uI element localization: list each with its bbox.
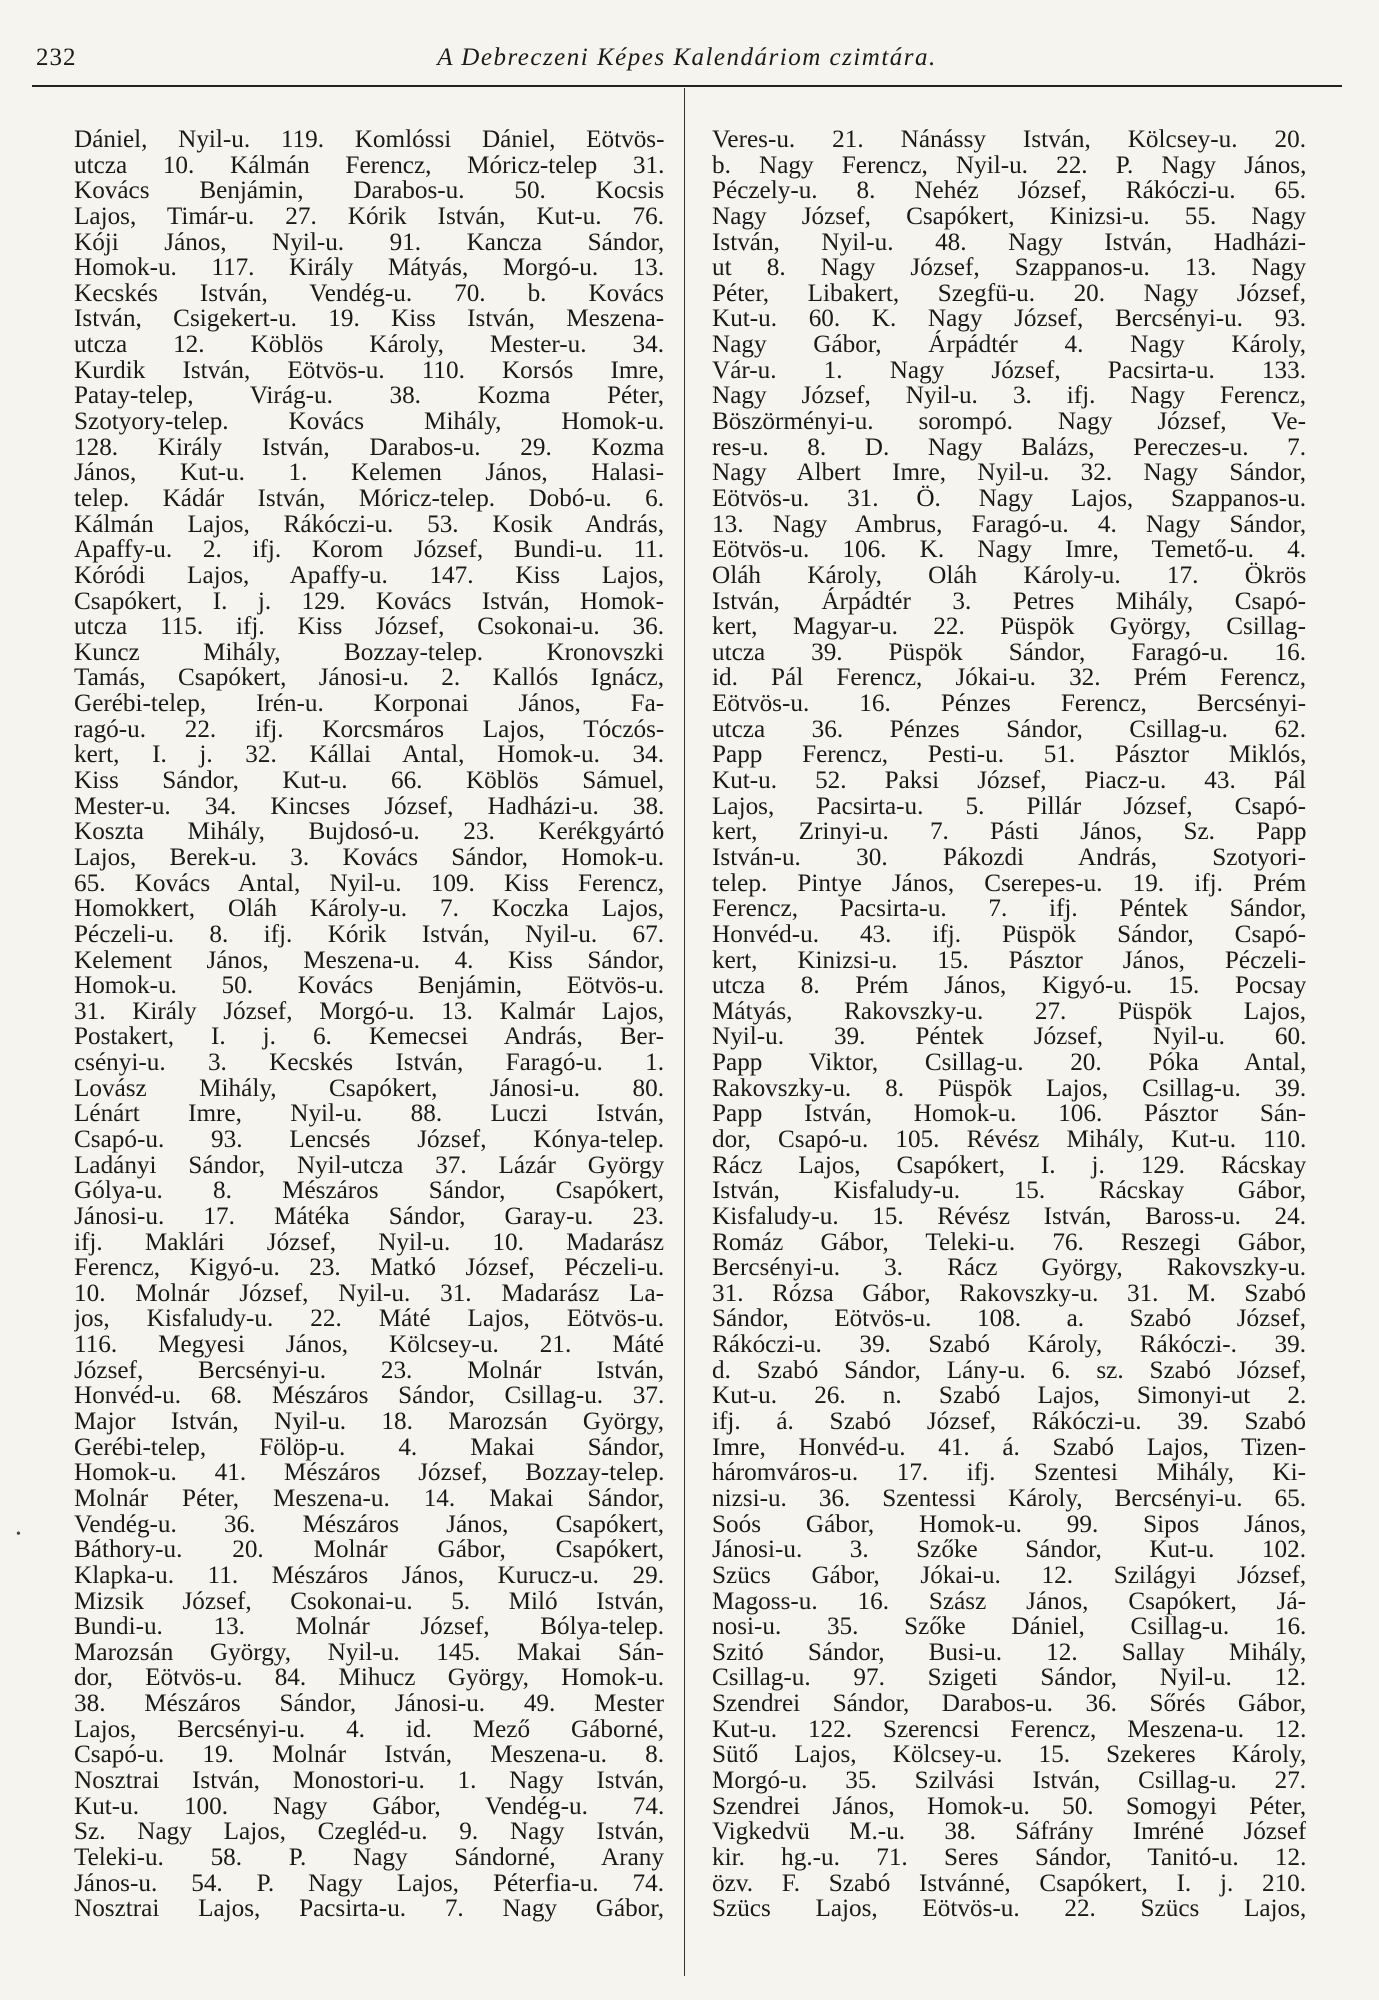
text-line: ifj. Maklári József, Nyil-u. 10. Madarász <box>74 1228 664 1256</box>
text-line: Papp István, Homok-u. 106. Pásztor Sán- <box>712 1100 1306 1128</box>
text-line: utcza 36. Pénzes Sándor, Csillag-u. 62. <box>712 715 1306 743</box>
text-line: Homok-u. 41. Mészáros József, Bozzay-telep. <box>74 1459 664 1487</box>
text-line: id. Pál Ferencz, Jókai-u. 32. Prém Ferencz, <box>712 664 1306 692</box>
text-line: Vendég-u. 36. Mészáros János, Csapókert, <box>74 1510 664 1538</box>
text-line: Kut-u. 26. n. Szabó Lajos, Simonyi-ut 2. <box>712 1382 1306 1410</box>
text-line: Lajos, Berek-u. 3. Kovács Sándor, Homok-u. <box>74 843 664 871</box>
text-line: Jánosi-u. 17. Mátéka Sándor, Garay-u. 23. <box>74 1202 664 1230</box>
text-line: Báthory-u. 20. Molnár Gábor, Csapókert, <box>74 1536 664 1564</box>
text-line: kert, Zrinyi-u. 7. Pásti János, Sz. Papp <box>712 818 1306 846</box>
text-line: Mátyás, Rakovszky-u. 27. Püspök Lajos, <box>712 997 1306 1025</box>
text-line: Bercsényi-u. 3. Rácz György, Rakovszky-u. <box>712 1254 1306 1282</box>
text-line: res-u. 8. D. Nagy Balázs, Pereczes-u. 7. <box>712 433 1306 461</box>
text-line: István, Csigekert-u. 19. Kiss István, Meszena- <box>74 305 664 333</box>
text-line: dor, Csapó-u. 105. Révész Mihály, Kut-u. 110. <box>712 1125 1306 1153</box>
text-line: 116. Megyesi János, Kölcsey-u. 21. Máté <box>74 1331 664 1359</box>
text-line: Rakovszky-u. 8. Püspök Lajos, Csillag-u. 39. <box>712 1074 1306 1102</box>
text-line: Böszörményi-u. sorompó. Nagy József, Ve- <box>712 408 1306 436</box>
text-line: özv. F. Szabó Istvánné, Csapókert, I. j. 210. <box>712 1869 1306 1897</box>
left-column <box>74 127 664 1977</box>
text-line: Szitó Sándor, Busi-u. 12. Sallay Mihály, <box>712 1638 1306 1666</box>
text-line: ut 8. Nagy József, Szappanos-u. 13. Nagy <box>712 254 1306 282</box>
text-line: Kut-u. 60. K. Nagy József, Bercsényi-u. 93. <box>712 305 1306 333</box>
text-line: Csapó-u. 19. Molnár István, Meszena-u. 8. <box>74 1741 664 1769</box>
text-line: Kecskés István, Vendég-u. 70. b. Kovács <box>74 279 664 307</box>
text-line: kert, Kinizsi-u. 15. Pásztor János, Péczeli- <box>712 946 1306 974</box>
text-line: Péczely-u. 8. Nehéz József, Rákóczi-u. 65. <box>712 177 1306 205</box>
text-line: Marozsán György, Nyil-u. 145. Makai Sán- <box>74 1638 664 1666</box>
text-line: 31. Rózsa Gábor, Rakovszky-u. 31. M. Szabó <box>712 1279 1306 1307</box>
text-line: Szücs Gábor, Jókai-u. 12. Szilágyi József, <box>712 1561 1306 1589</box>
column-divider <box>684 88 685 1976</box>
text-line: Kut-u. 52. Paksi József, Piacz-u. 43. Pál <box>712 767 1306 795</box>
text-line: Postakert, I. j. 6. Kemecsei András, Ber- <box>74 1023 664 1051</box>
text-line: Csapó-u. 93. Lencsés József, Kónya-telep. <box>74 1125 664 1153</box>
text-line: Romáz Gábor, Teleki-u. 76. Reszegi Gábor, <box>712 1228 1306 1256</box>
text-line: utcza 12. Köblös Károly, Mester-u. 34. <box>74 331 664 359</box>
text-line: d. Szabó Sándor, Lány-u. 6. sz. Szabó József, <box>712 1356 1306 1384</box>
text-line: 65. Kovács Antal, Nyil-u. 109. Kiss Ferencz, <box>74 869 664 897</box>
text-line: Magoss-u. 16. Szász János, Csapókert, Já- <box>712 1587 1306 1615</box>
text-line: 10. Molnár József, Nyil-u. 31. Madarász La- <box>74 1279 664 1307</box>
text-line: Péter, Libakert, Szegfü-u. 20. Nagy József, <box>712 279 1306 307</box>
text-line: Nyil-u. 39. Péntek József, Nyil-u. 60. <box>712 1023 1306 1051</box>
text-line: János-u. 54. P. Nagy Lajos, Péterfia-u. 74. <box>74 1869 664 1897</box>
text-line: telep. Pintye János, Cserepes-u. 19. ifj. Prém <box>712 869 1306 897</box>
text-line: Honvéd-u. 68. Mészáros Sándor, Csillag-u. 37. <box>74 1382 664 1410</box>
text-line: Bundi-u. 13. Molnár József, Bólya-telep. <box>74 1613 664 1641</box>
text-line: Tamás, Csapókert, Jánosi-u. 2. Kallós Ignácz, <box>74 664 664 692</box>
text-line: kert, I. j. 32. Kállai Antal, Homok-u. 34. <box>74 741 664 769</box>
page-header <box>32 44 1342 80</box>
text-line: Nosztrai Lajos, Pacsirta-u. 7. Nagy Gábor, <box>74 1895 664 1923</box>
text-line: telep. Kádár István, Móricz-telep. Dobó-u. 6. <box>74 484 664 512</box>
text-line: Gerébi-telep, Fölöp-u. 4. Makai Sándor, <box>74 1433 664 1461</box>
text-line: Homokkert, Oláh Károly-u. 7. Koczka Lajos, <box>74 895 664 923</box>
text-line: Ladányi Sándor, Nyil-utcza 37. Lázár György <box>74 1151 664 1179</box>
text-line: Kisfaludy-u. 15. Révész István, Baross-u. 24. <box>712 1202 1306 1230</box>
text-line: ifj. á. Szabó József, Rákóczi-u. 39. Szabó <box>712 1408 1306 1436</box>
text-line: Gerébi-telep, Irén-u. Korponai János, Fa- <box>74 690 664 718</box>
text-line: Szotyory-telep. Kovács Mihály, Homok-u. <box>74 408 664 436</box>
text-line: 13. Nagy Ambrus, Faragó-u. 4. Nagy Sándor, <box>712 510 1306 538</box>
text-line: Ferencz, Kigyó-u. 23. Matkó József, Péczeli-u. <box>74 1254 664 1282</box>
text-line: Nagy József, Nyil-u. 3. ifj. Nagy Ferencz, <box>712 382 1306 410</box>
text-line: István, Nyil-u. 48. Nagy István, Hadházi- <box>712 228 1306 256</box>
text-line: Kovács Benjámin, Darabos-u. 50. Kocsis <box>74 177 664 205</box>
text-line: háromváros-u. 17. ifj. Szentesi Mihály, Ki- <box>712 1459 1306 1487</box>
text-line: Kóródi Lajos, Apaffy-u. 147. Kiss Lajos, <box>74 561 664 589</box>
text-line: Eötvös-u. 31. Ö. Nagy Lajos, Szappanos-u. <box>712 484 1306 512</box>
text-line: Rákóczi-u. 39. Szabó Károly, Rákóczi-. 39. <box>712 1331 1306 1359</box>
text-line: Papp Ferencz, Pesti-u. 51. Pásztor Miklós, <box>712 741 1306 769</box>
text-line: István-u. 30. Pákozdi András, Szotyori- <box>712 843 1306 871</box>
page-number: 232 <box>36 44 77 71</box>
text-line: utcza 10. Kálmán Ferencz, Móricz-telep 31. <box>74 151 664 179</box>
text-line: Kuncz Mihály, Bozzay-telep. Kronovszki <box>74 638 664 666</box>
text-line: 31. Király József, Morgó-u. 13. Kalmár Lajos, <box>74 997 664 1025</box>
text-line: jos, Kisfaludy-u. 22. Máté Lajos, Eötvös-u. <box>74 1305 664 1333</box>
header-rule <box>32 85 1342 87</box>
running-title: A Debreczeni Képes Kalendáriom czimtára. <box>437 44 937 71</box>
text-line: Honvéd-u. 43. ifj. Püspök Sándor, Csapó- <box>712 920 1306 948</box>
text-line: Eötvös-u. 106. K. Nagy Imre, Temető-u. 4. <box>712 536 1306 564</box>
text-line: Mizsik József, Csokonai-u. 5. Miló István, <box>74 1587 664 1615</box>
text-line: kir. hg.-u. 71. Seres Sándor, Tanitó-u. 12. <box>712 1843 1306 1871</box>
text-line: Patay-telep, Virág-u. 38. Kozma Péter, <box>74 382 664 410</box>
text-line: Lénárt Imre, Nyil-u. 88. Luczi István, <box>74 1100 664 1128</box>
text-line: Csapókert, I. j. 129. Kovács István, Homok- <box>74 587 664 615</box>
text-line: Klapka-u. 11. Mészáros János, Kurucz-u. 29. <box>74 1561 664 1589</box>
text-line: Molnár Péter, Meszena-u. 14. Makai Sándor, <box>74 1484 664 1512</box>
text-line: Apaffy-u. 2. ifj. Korom József, Bundi-u. 11. <box>74 536 664 564</box>
text-line: Lajos, Timár-u. 27. Kórik István, Kut-u. 76. <box>74 202 664 230</box>
text-line: Jánosi-u. 3. Szőke Sándor, Kut-u. 102. <box>712 1536 1306 1564</box>
text-line: Oláh Károly, Oláh Károly-u. 17. Ökrös <box>712 561 1306 589</box>
text-line: Lajos, Bercsényi-u. 4. id. Mező Gáborné, <box>74 1715 664 1743</box>
text-line: Szendrei János, Homok-u. 50. Somogyi Péter, <box>712 1792 1306 1820</box>
text-line: István, Árpádtér 3. Petres Mihály, Csapó- <box>712 587 1306 615</box>
text-line: Homok-u. 117. Király Mátyás, Morgó-u. 13. <box>74 254 664 282</box>
text-line: Nagy Albert Imre, Nyil-u. 32. Nagy Sándor, <box>712 459 1306 487</box>
text-line: Sz. Nagy Lajos, Czegléd-u. 9. Nagy István, <box>74 1818 664 1846</box>
text-line: Morgó-u. 35. Szilvási István, Csillag-u. 27. <box>712 1767 1306 1794</box>
text-line: utcza 8. Prém János, Kigyó-u. 15. Pocsay <box>712 972 1306 1000</box>
text-line: dor, Eötvös-u. 84. Mihucz György, Homok-u. <box>74 1664 664 1692</box>
text-line: utcza 115. ifj. Kiss József, Csokonai-u. 36. <box>74 613 664 641</box>
text-line: Kurdik István, Eötvös-u. 110. Korsós Imre, <box>74 356 664 384</box>
text-line: Kut-u. 122. Szerencsi Ferencz, Meszena-u. 12. <box>712 1715 1306 1743</box>
text-line: József, Bercsényi-u. 23. Molnár István, <box>74 1356 664 1384</box>
text-line: nizsi-u. 36. Szentessi Károly, Bercsényi-u. 65. <box>712 1484 1306 1512</box>
text-line: Péczeli-u. 8. ifj. Kórik István, Nyil-u. 67. <box>74 920 664 948</box>
text-line: Lovász Mihály, Csapókert, Jánosi-u. 80. <box>74 1074 664 1102</box>
text-line: Eötvös-u. 16. Pénzes Ferencz, Bercsényi- <box>712 690 1306 718</box>
text-line: Kiss Sándor, Kut-u. 66. Köblös Sámuel, <box>74 767 664 795</box>
text-line: Szendrei Sándor, Darabos-u. 36. Sőrés Gábor, <box>712 1690 1306 1718</box>
text-line: Kálmán Lajos, Rákóczi-u. 53. Kosik András, <box>74 510 664 538</box>
text-line: Csillag-u. 97. Szigeti Sándor, Nyil-u. 12. <box>712 1664 1306 1692</box>
text-line: Kelement János, Meszena-u. 4. Kiss Sándor, <box>74 946 664 974</box>
text-line: Sütő Lajos, Kölcsey-u. 15. Szekeres Károly, <box>712 1741 1306 1769</box>
text-line: Nosztrai István, Monostori-u. 1. Nagy István, <box>74 1767 664 1794</box>
text-line: Imre, Honvéd-u. 41. á. Szabó Lajos, Tizen- <box>712 1433 1306 1461</box>
text-line: Veres-u. 21. Nánássy István, Kölcsey-u. 20. <box>712 127 1306 153</box>
text-line: Dániel, Nyil-u. 119. Komlóssi Dániel, Eötvös- <box>74 127 664 153</box>
text-line: Nagy Gábor, Árpádtér 4. Nagy Károly, <box>712 331 1306 359</box>
text-line: kert, Magyar-u. 22. Püspök György, Csillag- <box>712 613 1306 641</box>
text-line: Vigkedvü M.-u. 38. Sáfrány Imréné József <box>712 1818 1306 1846</box>
text-line: János, Kut-u. 1. Kelemen János, Halasi- <box>74 459 664 487</box>
text-line: Teleki-u. 58. P. Nagy Sándorné, Arany <box>74 1843 664 1871</box>
text-line: Major István, Nyil-u. 18. Marozsán György, <box>74 1408 664 1436</box>
text-line: Gólya-u. 8. Mészáros Sándor, Csapókert, <box>74 1177 664 1205</box>
text-line: Nagy József, Csapókert, Kinizsi-u. 55. Nagy <box>712 202 1306 230</box>
margin-mark: • <box>16 1527 21 1542</box>
text-line: 128. Király István, Darabos-u. 29. Kozma <box>74 433 664 461</box>
text-line: Soós Gábor, Homok-u. 99. Sipos János, <box>712 1510 1306 1538</box>
text-line: István, Kisfaludy-u. 15. Rácskay Gábor, <box>712 1177 1306 1205</box>
text-line: Ferencz, Pacsirta-u. 7. ifj. Péntek Sándor, <box>712 895 1306 923</box>
right-column <box>712 127 1306 1977</box>
text-line: Szücs Lajos, Eötvös-u. 22. Szücs Lajos, <box>712 1895 1306 1923</box>
text-line: Sándor, Eötvös-u. 108. a. Szabó József, <box>712 1305 1306 1333</box>
text-line: Mester-u. 34. Kincses József, Hadházi-u. 38. <box>74 792 664 820</box>
text-line: nosi-u. 35. Szőke Dániel, Csillag-u. 16. <box>712 1613 1306 1641</box>
text-line: 38. Mészáros Sándor, Jánosi-u. 49. Mester <box>74 1690 664 1718</box>
text-line: Rácz Lajos, Csapókert, I. j. 129. Rácskay <box>712 1151 1306 1179</box>
text-line: b. Nagy Ferencz, Nyil-u. 22. P. Nagy János, <box>712 151 1306 179</box>
text-line: Lajos, Pacsirta-u. 5. Pillár József, Csapó- <box>712 792 1306 820</box>
text-line: Vár-u. 1. Nagy József, Pacsirta-u. 133. <box>712 356 1306 384</box>
text-line: Papp Viktor, Csillag-u. 20. Póka Antal, <box>712 1049 1306 1077</box>
text-line: Kut-u. 100. Nagy Gábor, Vendég-u. 74. <box>74 1792 664 1820</box>
text-line: utcza 39. Püspök Sándor, Faragó-u. 16. <box>712 638 1306 666</box>
text-line: Kóji János, Nyil-u. 91. Kancza Sándor, <box>74 228 664 256</box>
text-line: Koszta Mihály, Bujdosó-u. 23. Kerékgyártó <box>74 818 664 846</box>
text-line: csényi-u. 3. Kecskés István, Faragó-u. 1. <box>74 1049 664 1077</box>
text-line: Homok-u. 50. Kovács Benjámin, Eötvös-u. <box>74 972 664 1000</box>
text-line: ragó-u. 22. ifj. Korcsmáros Lajos, Tóczós- <box>74 715 664 743</box>
